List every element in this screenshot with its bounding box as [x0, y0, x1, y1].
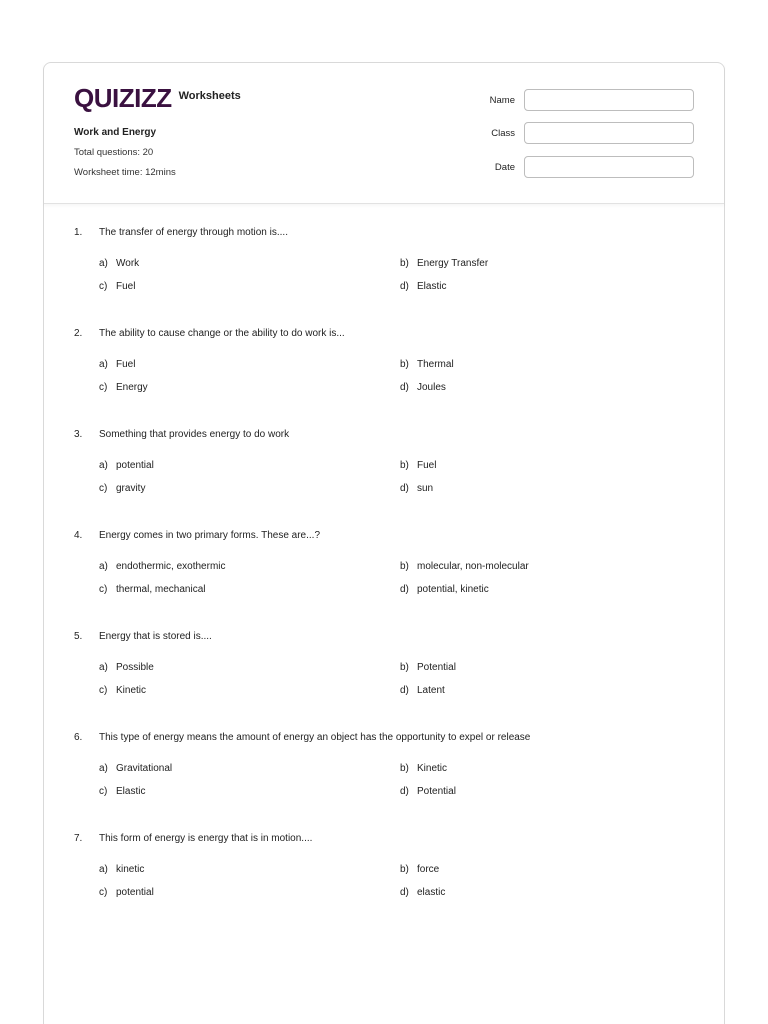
option-text: molecular, non-molecular	[417, 561, 529, 572]
question-stem	[74, 429, 289, 440]
question-stem	[74, 530, 320, 541]
option-letter: d)	[400, 584, 409, 595]
question-number: 6.	[74, 732, 83, 743]
option-b[interactable]	[400, 258, 488, 269]
option-a[interactable]	[99, 763, 172, 774]
option-text: force	[417, 864, 440, 875]
option-letter: b)	[400, 460, 409, 471]
worksheet-title: Work and Energy	[74, 127, 157, 138]
worksheet-time: Worksheet time: 12mins	[74, 167, 176, 178]
option-text: kinetic	[116, 864, 145, 875]
option-text: endothermic, exothermic	[116, 561, 226, 572]
question-text: Energy that is stored is....	[99, 631, 212, 642]
name-label: Name	[489, 94, 515, 106]
brand	[74, 85, 241, 111]
question-number: 2.	[74, 328, 83, 339]
question-number: 5.	[74, 631, 83, 642]
option-c[interactable]	[99, 483, 145, 494]
option-d[interactable]	[400, 382, 446, 393]
question-3	[44, 429, 724, 530]
date-input[interactable]	[524, 156, 694, 178]
option-letter: a)	[99, 763, 108, 774]
option-text: Thermal	[417, 359, 454, 370]
option-c[interactable]	[99, 281, 135, 292]
option-a[interactable]	[99, 662, 154, 673]
option-b[interactable]	[400, 561, 529, 572]
option-text: gravity	[116, 483, 146, 494]
option-text: Latent	[417, 685, 445, 696]
option-letter: b)	[400, 359, 409, 370]
question-text: The transfer of energy through motion is....	[99, 227, 288, 238]
product-name: Worksheets	[178, 90, 241, 102]
question-1	[44, 227, 724, 328]
worksheet-header	[44, 63, 724, 204]
option-c[interactable]	[99, 786, 145, 797]
question-text: The ability to cause change or the ability to do work is...	[99, 328, 345, 339]
option-d[interactable]	[400, 786, 456, 797]
option-text: Joules	[417, 382, 446, 393]
option-text: Fuel	[116, 281, 136, 292]
option-d[interactable]	[400, 685, 445, 696]
class-input[interactable]	[524, 122, 694, 144]
option-text: elastic	[417, 887, 446, 898]
option-letter: a)	[99, 258, 108, 269]
date-field-row	[475, 156, 694, 178]
option-text: Possible	[116, 662, 154, 673]
option-letter: b)	[400, 662, 409, 673]
question-number: 1.	[74, 227, 83, 238]
option-letter: a)	[99, 460, 108, 471]
option-letter: a)	[99, 864, 108, 875]
option-text: Elastic	[417, 281, 447, 292]
question-list	[44, 227, 724, 934]
option-text: Potential	[417, 786, 456, 797]
option-letter: a)	[99, 561, 108, 572]
option-letter: d)	[400, 685, 409, 696]
option-b[interactable]	[400, 864, 439, 875]
question-text: This form of energy is energy that is in motion....	[99, 833, 313, 844]
option-c[interactable]	[99, 685, 146, 696]
option-letter: a)	[99, 662, 108, 673]
option-letter: c)	[99, 887, 108, 898]
question-stem	[74, 732, 530, 743]
question-number: 4.	[74, 530, 83, 541]
option-letter: c)	[99, 281, 108, 292]
option-text: sun	[417, 483, 434, 494]
option-a[interactable]	[99, 864, 144, 875]
option-text: Gravitational	[116, 763, 173, 774]
option-b[interactable]	[400, 359, 454, 370]
question-5	[44, 631, 724, 732]
option-c[interactable]	[99, 382, 148, 393]
total-questions: Total questions: 20	[74, 147, 154, 158]
question-4	[44, 530, 724, 631]
option-text: potential, kinetic	[417, 584, 489, 595]
option-text: Kinetic	[116, 685, 147, 696]
option-a[interactable]	[99, 460, 154, 471]
question-2	[44, 328, 724, 429]
option-b[interactable]	[400, 460, 436, 471]
option-letter: c)	[99, 786, 108, 797]
option-letter: b)	[400, 258, 409, 269]
option-letter: d)	[400, 483, 409, 494]
option-a[interactable]	[99, 258, 139, 269]
question-number: 7.	[74, 833, 83, 844]
date-label: Date	[494, 161, 515, 173]
option-c[interactable]	[99, 887, 154, 898]
option-letter: c)	[99, 382, 108, 393]
option-d[interactable]	[400, 281, 446, 292]
option-text: potential	[116, 460, 154, 471]
option-a[interactable]	[99, 359, 135, 370]
option-letter: c)	[99, 685, 108, 696]
option-text: Potential	[417, 662, 456, 673]
class-label: Class	[491, 127, 515, 139]
question-stem	[74, 227, 288, 238]
question-text: This type of energy means the amount of energy an object has the opportunity to expel or release	[99, 732, 531, 743]
option-d[interactable]	[400, 887, 445, 898]
option-text: potential	[116, 887, 154, 898]
option-c[interactable]	[99, 584, 205, 595]
option-letter: b)	[400, 561, 409, 572]
question-stem	[74, 631, 212, 642]
option-b[interactable]	[400, 763, 447, 774]
option-text: Fuel	[417, 460, 437, 471]
option-text: Fuel	[116, 359, 136, 370]
option-letter: d)	[400, 281, 409, 292]
option-text: Energy	[116, 382, 148, 393]
option-text: Elastic	[116, 786, 146, 797]
option-text: Kinetic	[417, 763, 448, 774]
option-b[interactable]	[400, 662, 456, 673]
option-d[interactable]	[400, 584, 489, 595]
option-letter: b)	[400, 763, 409, 774]
option-d[interactable]	[400, 483, 433, 494]
option-letter: d)	[400, 786, 409, 797]
class-field-row	[475, 122, 694, 144]
question-text: Energy comes in two primary forms. These are...?	[99, 530, 321, 541]
option-text: thermal, mechanical	[116, 584, 206, 595]
option-text: Energy Transfer	[417, 258, 489, 269]
question-stem	[74, 328, 345, 339]
option-letter: c)	[99, 584, 108, 595]
option-letter: d)	[400, 887, 409, 898]
option-letter: c)	[99, 483, 108, 494]
question-text: Something that provides energy to do work	[99, 429, 290, 440]
option-letter: d)	[400, 382, 409, 393]
name-input[interactable]	[524, 89, 694, 111]
option-letter: b)	[400, 864, 409, 875]
question-number: 3.	[74, 429, 83, 440]
question-6	[44, 732, 724, 833]
worksheet-sheet	[43, 62, 725, 1024]
quizizz-logo: QUIZIZZ	[74, 83, 172, 113]
question-7	[44, 833, 724, 934]
option-a[interactable]	[99, 561, 226, 572]
name-field-row	[475, 89, 694, 111]
option-letter: a)	[99, 359, 108, 370]
question-stem	[74, 833, 312, 844]
option-text: Work	[116, 258, 140, 269]
